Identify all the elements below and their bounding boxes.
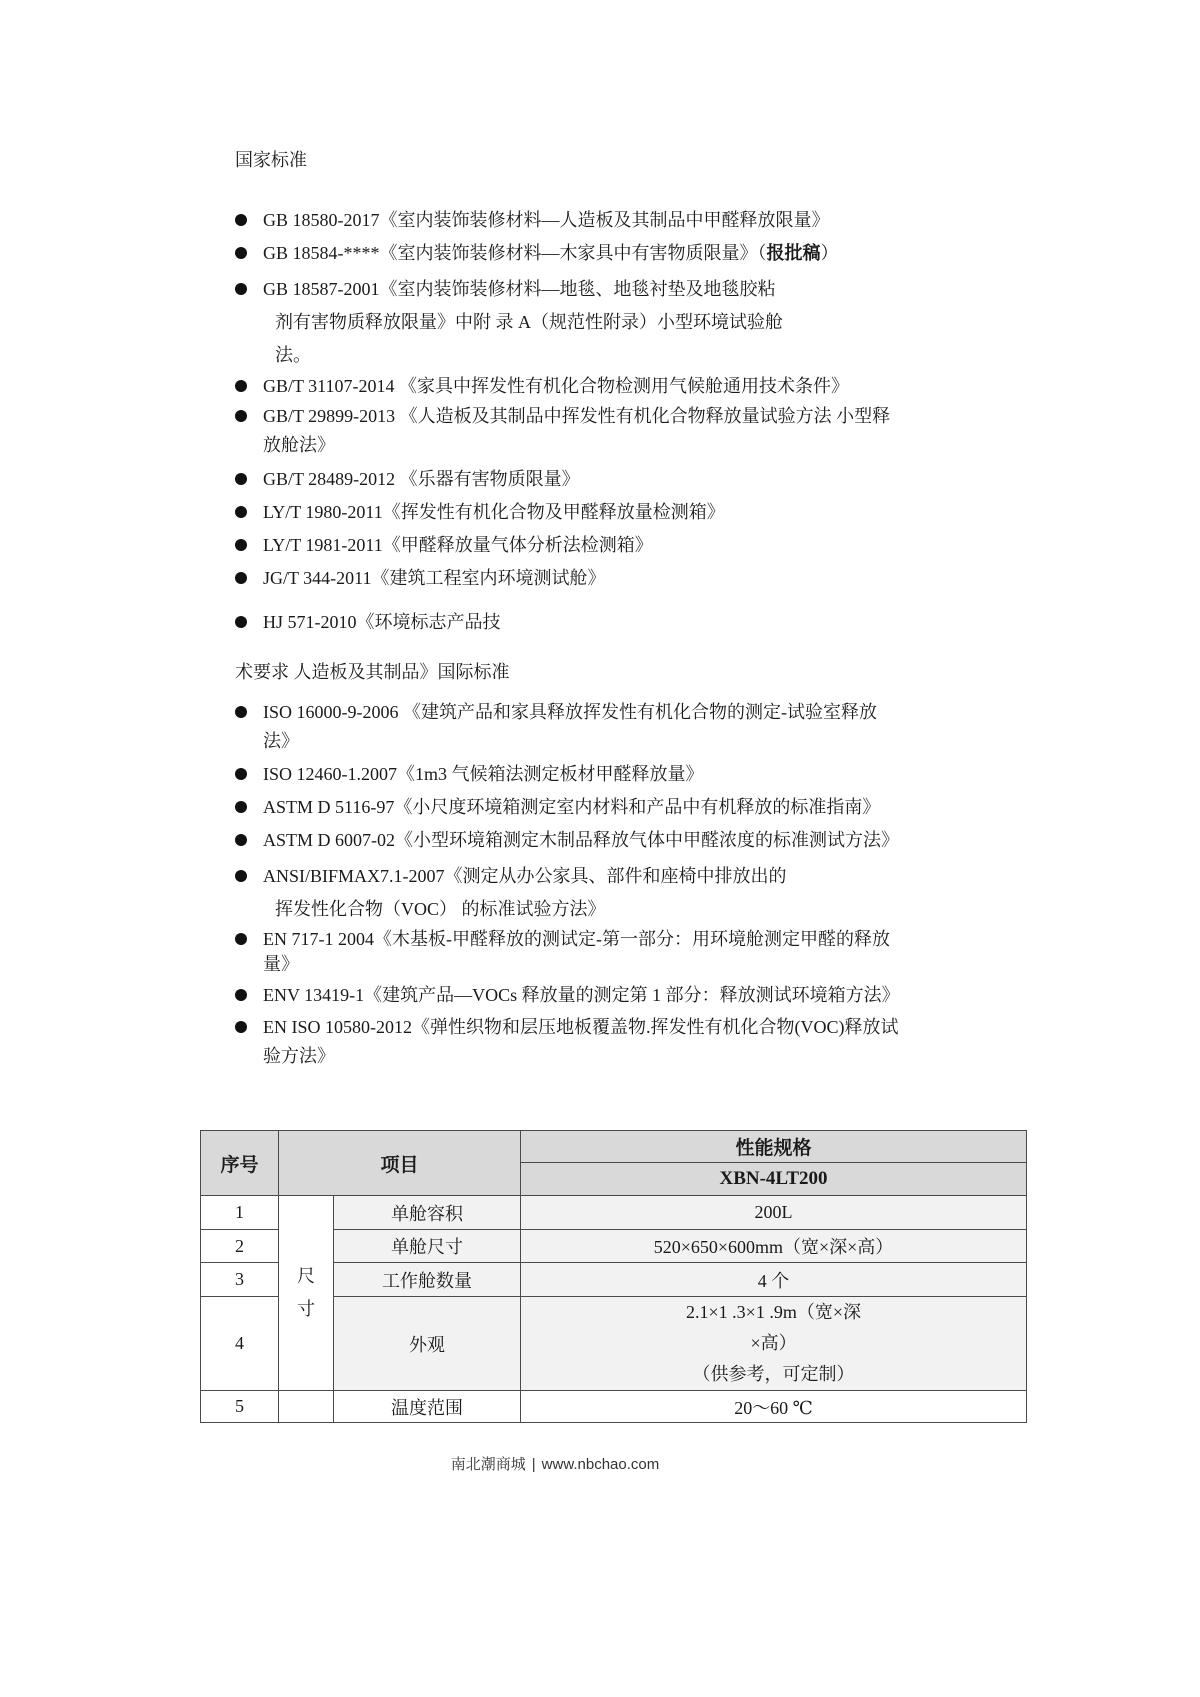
- bullet-icon: [235, 410, 247, 422]
- list-item-text-continued: 验方法》: [263, 1046, 335, 1066]
- header-seq: 序号: [201, 1131, 279, 1196]
- row-seq: 1: [201, 1196, 279, 1230]
- bullet-icon: [235, 214, 247, 226]
- table-row: [201, 1391, 1027, 1423]
- footer-site-name: 南北潮商城: [450, 1456, 526, 1473]
- draft-status-text: 报批稿: [766, 243, 821, 263]
- row-value: 20～60 ℃: [521, 1391, 1027, 1423]
- list-item-text: GB/T 29899-2013 《人造板及其制品中挥发性有机化合物释放量试验方法 小型释: [263, 406, 891, 426]
- table-row: [201, 1196, 1027, 1230]
- row-value: [521, 1297, 1027, 1391]
- footer-url: www.nbchao.com: [541, 1456, 660, 1473]
- list-item-text: GB 18580-2017《室内装饰装修材料—人造板及其制品中甲醛释放限量》: [263, 210, 830, 230]
- list-item-text-continued: 挥发性化合物（VOC） 的标准试验方法》: [275, 899, 606, 919]
- footer-separator: |: [531, 1456, 536, 1473]
- row-value: 520×650×600mm（宽×深×高）: [521, 1230, 1027, 1263]
- bullet-icon: [235, 706, 247, 718]
- bullet-icon: [235, 380, 247, 392]
- list-item-text: GB 18587-2001《室内装饰装修材料—地毯、地毯衬垫及地毯胶粘: [263, 279, 776, 299]
- bullet-icon: [235, 506, 247, 518]
- list-item-text: ENV 13419-1《建筑产品—VOCs 释放量的测定第 1 部分：释放测试环境箱方法》: [263, 985, 900, 1005]
- bullet-icon: [235, 539, 247, 551]
- list-item-text: ASTM D 6007-02《小型环境箱测定木制品释放气体中甲醛浓度的标准测试方法》: [263, 830, 899, 850]
- bullet-icon: [235, 989, 247, 1001]
- row-item: 外观: [334, 1297, 521, 1391]
- row-value-line: ×高）: [750, 1333, 797, 1353]
- list-item-text-continued: 法。: [275, 345, 311, 365]
- row-item: 温度范围: [334, 1391, 521, 1423]
- list-item-text: LY/T 1980-2011《挥发性有机化合物及甲醛释放量检测箱》: [263, 502, 725, 522]
- bullet-icon: [235, 247, 247, 259]
- list-item-text: ASTM D 5116-97《小尺度环境箱测定室内材料和产品中有机释放的标准指南》: [263, 797, 881, 817]
- header-item: 项目: [279, 1131, 521, 1196]
- list-item-text-continued: 放舱法》: [263, 435, 335, 455]
- page-footer: [380, 1454, 730, 1476]
- bullet-icon: [235, 572, 247, 584]
- row-item: 单舱尺寸: [334, 1230, 521, 1263]
- list-item-text: ISO 12460-1.2007《1m3 气候箱法测定板材甲醛释放量》: [263, 764, 704, 784]
- header-model: XBN-4LT200: [521, 1163, 1027, 1196]
- national-standards-heading: 国家标准: [235, 150, 307, 170]
- group-dimension-cell: [279, 1196, 334, 1391]
- list-item-text: JG/T 344-2011《建筑工程室内环境测试舱》: [263, 568, 606, 588]
- bullet-icon: [235, 933, 247, 945]
- list-item-text: LY/T 1981-2011《甲醛释放量气体分析法检测箱》: [263, 535, 653, 555]
- row-seq: 4: [201, 1297, 279, 1391]
- group-empty-cell: [279, 1391, 334, 1423]
- bullet-icon: [235, 473, 247, 485]
- list-item-text-main: GB 18584-****《室内装饰装修材料—木家具中有害物质限量》（: [263, 243, 767, 263]
- row-item: 单舱容积: [334, 1196, 521, 1230]
- bullet-icon: [235, 801, 247, 813]
- list-item-text: ISO 16000-9-2006 《建筑产品和家具释放挥发性有机化合物的测定-试验室释放: [263, 702, 877, 722]
- row-value-line: （供参考，可定制）: [692, 1364, 855, 1384]
- row-value: 200L: [521, 1196, 1027, 1230]
- list-item-text-continued: 法》: [263, 731, 299, 751]
- list-item-text: [263, 241, 839, 265]
- bullet-icon: [235, 1021, 247, 1033]
- bullet-icon: [235, 768, 247, 780]
- list-item-text: EN 717-1 2004《木基板-甲醛释放的测试定-第一部分：用环境舱测定甲醛的释放: [263, 929, 890, 949]
- row-seq: 5: [201, 1391, 279, 1423]
- list-item-text: GB/T 28489-2012 《乐器有害物质限量》: [263, 469, 580, 489]
- row-value-line: 2.1×1 .3×1 .9m（宽×深: [686, 1302, 861, 1322]
- spec-table: [200, 1130, 1027, 1423]
- header-spec: 性能规格: [521, 1131, 1027, 1163]
- bullet-icon: [235, 870, 247, 882]
- list-item-text-continued: 量》: [263, 954, 299, 974]
- list-item-text: EN ISO 10580-2012《弹性织物和层压地板覆盖物.挥发性有机化合物(VOC)释放试: [263, 1017, 899, 1037]
- row-value: 4 个: [521, 1263, 1027, 1297]
- list-item-text: GB/T 31107-2014 《家具中挥发性有机化合物检测用气候舱通用技术条件》: [263, 376, 849, 396]
- bullet-icon: [235, 834, 247, 846]
- row-item: 工作舱数量: [334, 1263, 521, 1297]
- bullet-icon: [235, 616, 247, 628]
- list-item-text: HJ 571-2010《环境标志产品技: [263, 612, 501, 632]
- list-item-text: ANSI/BIFMAX7.1-2007《测定从办公家具、部件和座椅中排放出的: [263, 866, 787, 886]
- bullet-icon: [235, 283, 247, 295]
- table-header-row: [201, 1131, 1027, 1163]
- row-seq: 3: [201, 1263, 279, 1297]
- row-seq: 2: [201, 1230, 279, 1263]
- list-item-text-continued: 剂有害物质释放限量》中附 录 A（规范性附录）小型环境试验舱: [275, 312, 783, 332]
- list-item-text-end: ）: [820, 243, 839, 263]
- international-standards-heading: 术要求 人造板及其制品》国际标准: [235, 662, 510, 682]
- group-label: 尺寸: [296, 1266, 315, 1319]
